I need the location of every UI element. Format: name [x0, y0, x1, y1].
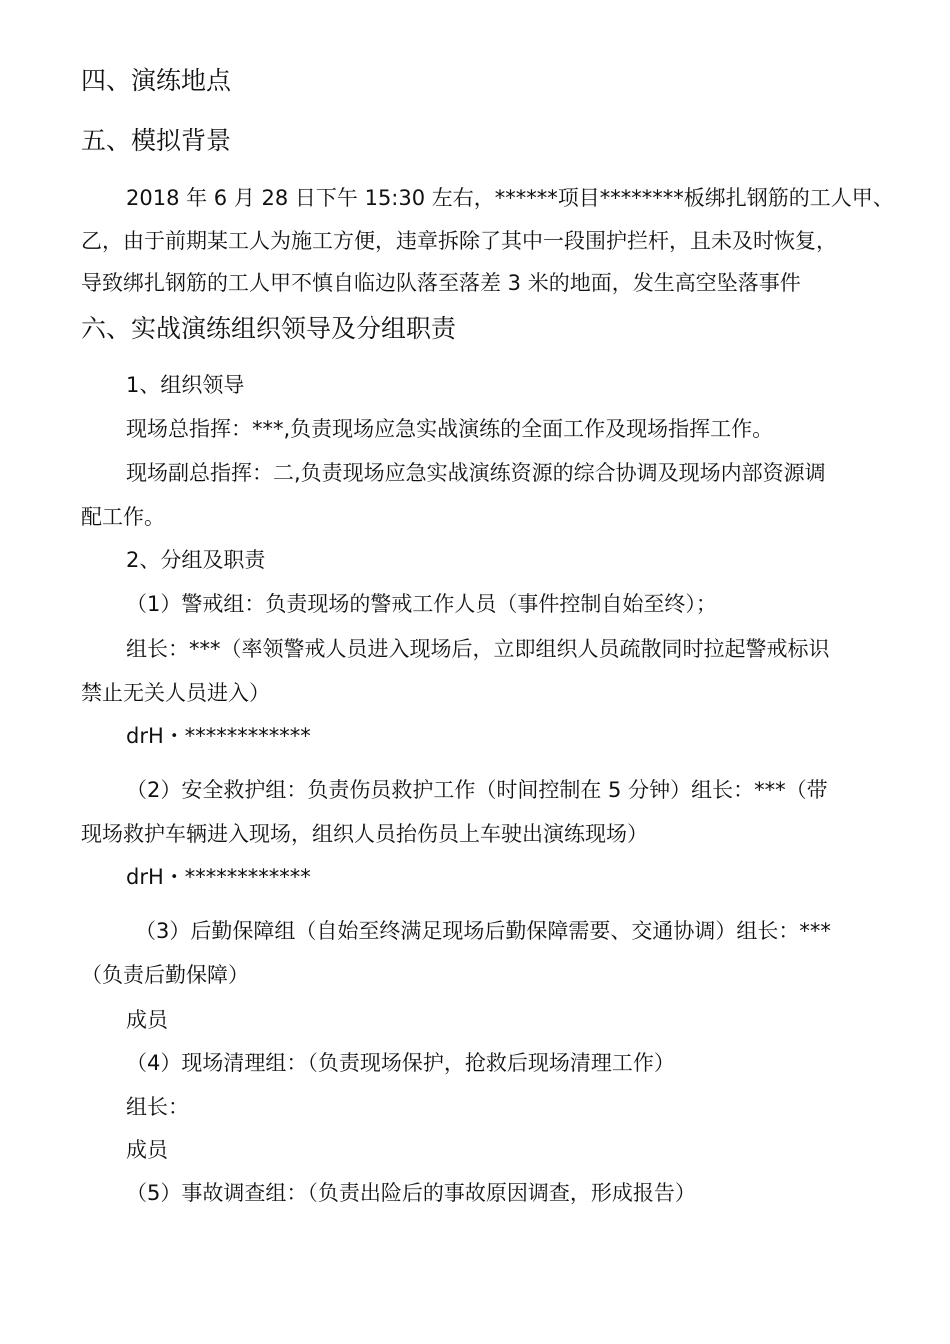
group-4-leader: 组长：	[126, 1095, 189, 1119]
group-1-leader-line-1: 组长：***（率领警戒人员进入现场后，立即组织人员疏散同时拉起警戒标识	[126, 637, 830, 661]
group-1-leader-line-2: 禁止无关人员进入）	[81, 681, 270, 705]
group-2-line-2: 现场救护车辆进入现场，组织人员抬伤员上车驶出演练现场）	[81, 822, 648, 846]
group-3-line-1: （3）后勤保障组（自始至终满足现场后勤保障需要、交通协调）组长：***	[135, 919, 831, 943]
group-1-title: （1）警戒组：负责现场的警戒工作人员（事件控制自始至终）；	[126, 592, 717, 616]
group-5-title: （5）事故调查组：（负责出险后的事故原因调查，形成报告）	[126, 1181, 696, 1205]
heading-simulation-background: 五、模拟背景	[81, 126, 232, 155]
group-3-members: 成员	[126, 1008, 168, 1032]
background-paragraph-line-1: 2018 年 6 月 28 日下午 15:30 左右，******项目********板绑扎钢筋的工人甲、	[126, 186, 894, 210]
deputy-commander-line-1: 现场副总指挥：二,负责现场应急实战演练资源的综合协调及现场内部资源调	[126, 461, 826, 485]
group-1-members: drH・************	[126, 724, 311, 748]
group-2-line-1: （2）安全救护组：负责伤员救护工作（时间控制在 5 分钟）组长：***（带	[126, 778, 828, 802]
commander-text: 现场总指挥：***,负责现场应急实战演练的全面工作及现场指挥工作。	[126, 417, 774, 441]
group-3-line-2: （负责后勤保障）	[81, 963, 249, 987]
background-paragraph-line-3: 导致绑扎钢筋的工人甲不慎自临边队落至落差 3 米的地面，发生高空坠落事件	[81, 271, 801, 295]
deputy-commander-line-2: 配工作。	[81, 505, 165, 529]
subheading-groups-and-duties: 2、分组及职责	[126, 548, 266, 572]
group-2-members: drH・************	[126, 865, 311, 889]
group-4-members: 成员	[126, 1138, 168, 1162]
heading-drill-location: 四、演练地点	[81, 66, 232, 95]
group-4-title: （4）现场清理组：（负责现场保护，抢救后现场清理工作）	[126, 1051, 675, 1075]
heading-organization-and-groups: 六、实战演练组织领导及分组职责	[81, 314, 457, 343]
subheading-organization-leadership: 1、组织领导	[126, 373, 245, 397]
background-paragraph-line-2: 乙，由于前期某工人为施工方便，违章拆除了其中一段围护拦杆，且未及时恢复，	[81, 229, 837, 253]
